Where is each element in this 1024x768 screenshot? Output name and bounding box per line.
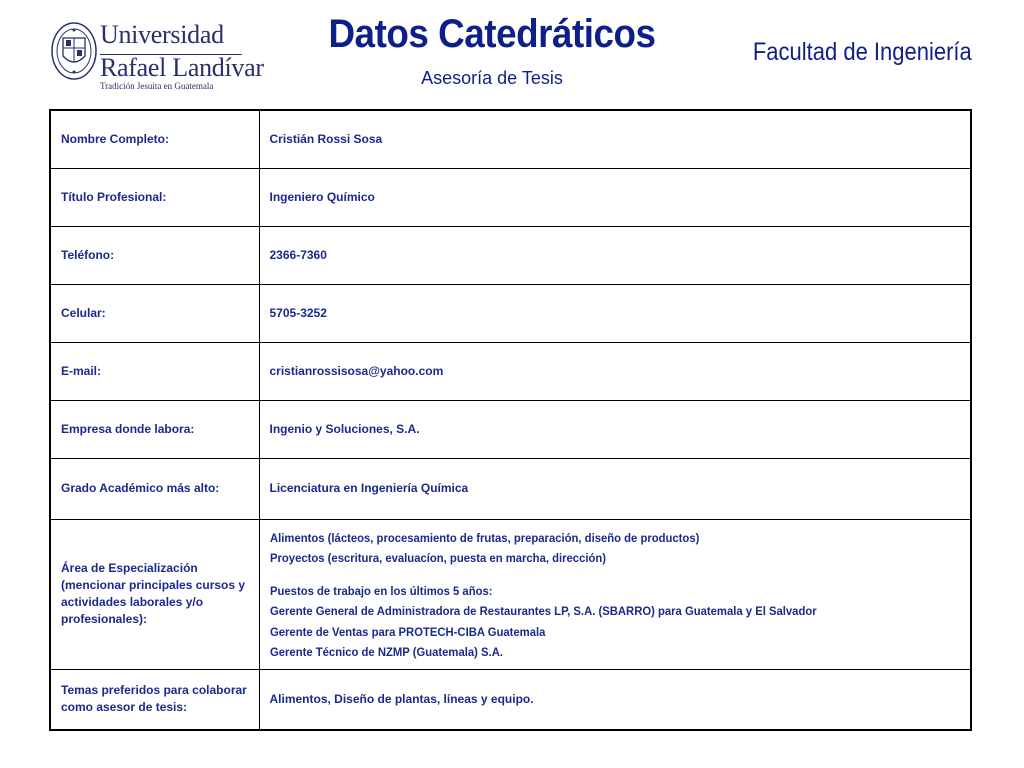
job-item: Gerente Técnico de NZMP (Guatemala) S.A.: [269, 645, 503, 659]
job-item: Gerente General de Administradora de Restaurantes LP, S.A. (SBARRO) para Guatemala y El Salvador: [269, 604, 817, 618]
specialization-area: Alimentos (lácteos, procesamiento de frutas, preparación, diseño de productos): [269, 530, 699, 545]
table-row: [50, 342, 971, 400]
label-line: Área de Especialización: [61, 561, 198, 575]
row-value: 5705-3252: [259, 284, 971, 342]
specialization-area: Proyectos (escritura, evaluacíon, puesta en marcha, dirección): [269, 551, 606, 565]
table-row: [50, 226, 971, 284]
row-label: Celular:: [50, 284, 259, 342]
row-value: Cristián Rossi Sosa: [259, 110, 971, 168]
table-row: [50, 110, 971, 168]
faculty-name: Facultad de Ingeniería: [753, 38, 972, 66]
specialization-value: [259, 519, 971, 669]
row-label: Título Profesional:: [50, 168, 259, 226]
professor-data-table: [49, 109, 972, 731]
page-title: Datos Catedráticos: [328, 12, 656, 56]
table-row: [50, 458, 971, 519]
row-value: Ingeniero Químico: [259, 168, 971, 226]
job-item: Gerente de Ventas para PROTECH-CIBA Guatemala: [269, 624, 545, 639]
page-subtitle: Asesoría de Tesis: [421, 68, 563, 88]
row-value: Ingenio y Soluciones, S.A.: [259, 400, 971, 458]
logo-name-line2: Rafael Landívar: [100, 53, 264, 82]
row-value: 2366-7360: [259, 226, 971, 284]
logo-name-line1: Universidad: [100, 20, 224, 49]
topics-value: Alimentos, Diseño de plantas, líneas y equipo.: [259, 669, 971, 730]
specialization-label: [50, 519, 259, 669]
topics-label: [50, 669, 259, 730]
table-row-topics: [50, 669, 971, 730]
table-row: [50, 284, 971, 342]
label-line: Temas preferidos para colaborar: [61, 683, 247, 698]
table-row-specialization: [50, 519, 971, 669]
label-line: actividades laborales y/o: [61, 595, 204, 609]
label-line: (mencionar principales cursos y: [61, 578, 246, 592]
row-value: Licenciatura en Ingeniería Química: [259, 458, 971, 519]
jobs-heading: Puestos de trabajo en los últimos 5 años:: [269, 583, 493, 598]
row-label: Nombre Completo:: [50, 110, 259, 168]
email-value: cristianrossisosa@yahoo.com: [259, 342, 971, 400]
table-row: [50, 168, 971, 226]
row-label: Grado Académico más alto:: [50, 458, 259, 519]
label-line: como asesor de tesis:: [61, 700, 188, 715]
row-label: Teléfono:: [50, 226, 259, 284]
table-row: [50, 400, 971, 458]
logo-tagline: Tradición Jesuita en Guatemala: [100, 81, 214, 91]
row-label: Empresa donde labora:: [50, 400, 259, 458]
label-line: profesionales):: [61, 612, 148, 626]
row-label: E-mail:: [50, 342, 259, 400]
